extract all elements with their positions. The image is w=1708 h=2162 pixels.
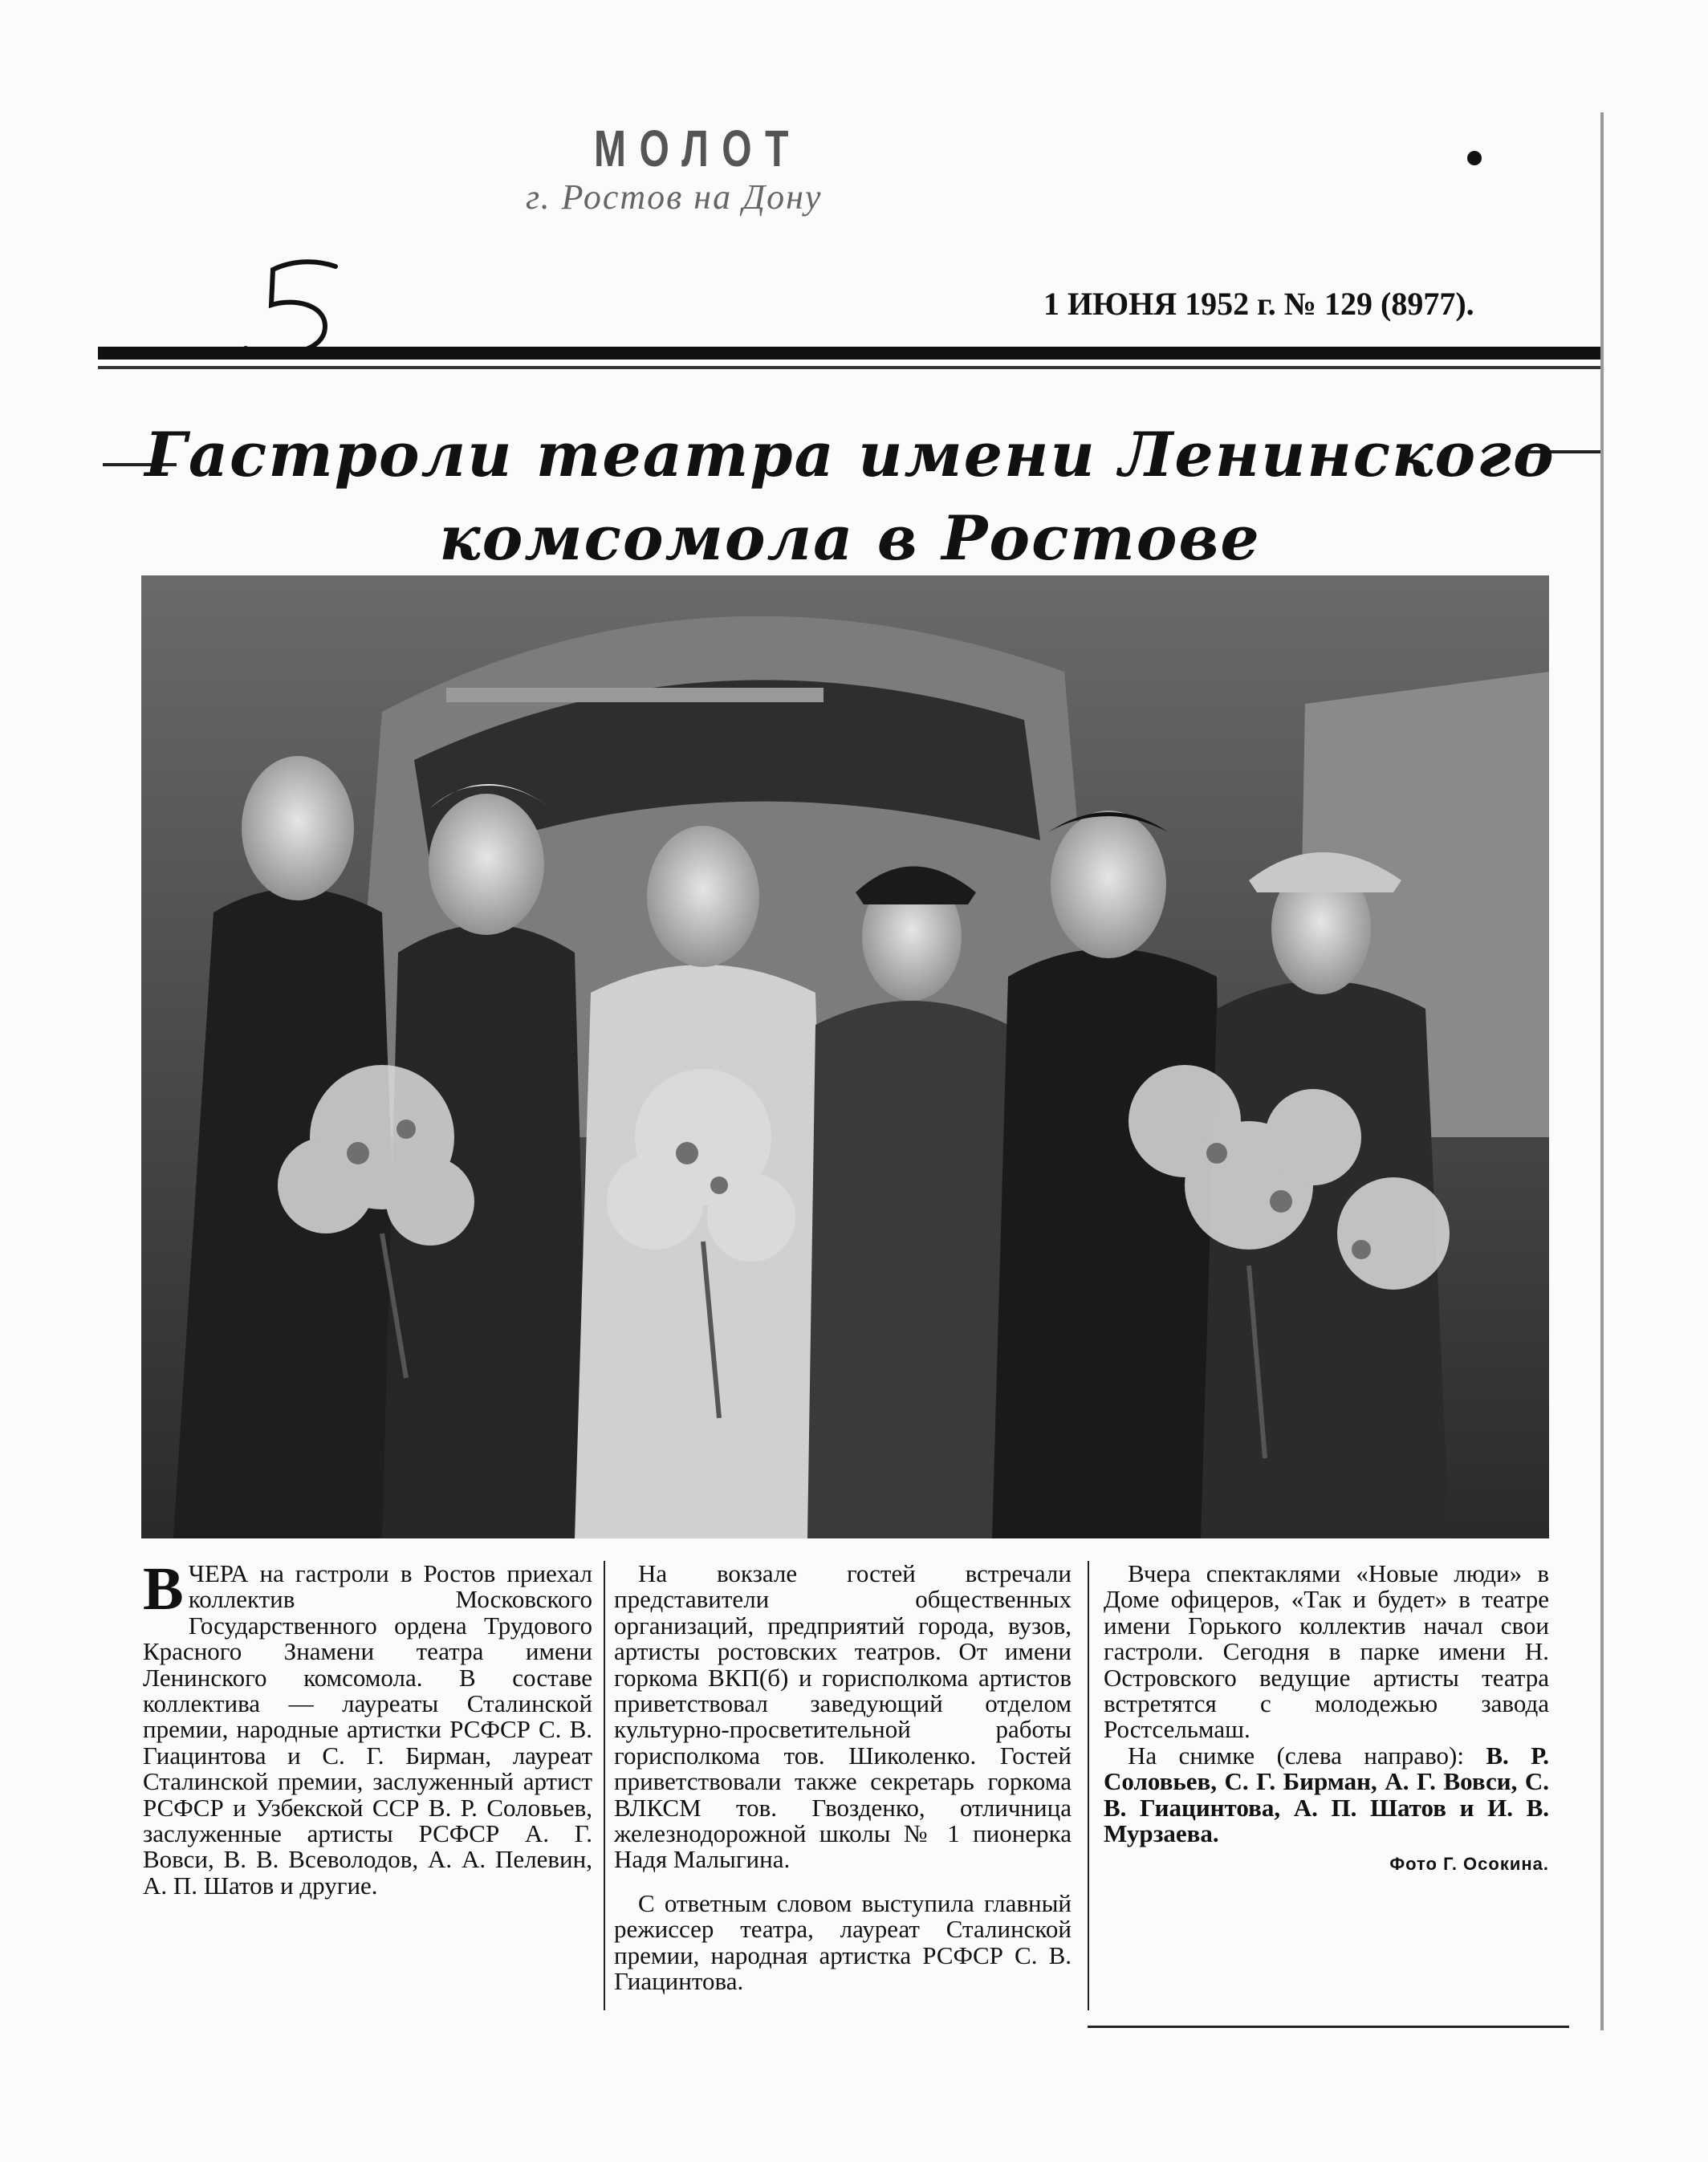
photo-credit: Фото Г. Осокина. bbox=[1389, 1854, 1549, 1875]
article-paragraph bbox=[143, 1555, 592, 1900]
article-paragraph: Вчера спектаклями «Новые люди» в Доме офицеров, «Так и будет» в театре имени Горького коллектив начал свои гастроли. Сегодня в парке имени Н. Островского ведущие артисты театра встретятся с молодежью завода Ростсельмаш. bbox=[1104, 1559, 1549, 1744]
group-photo bbox=[141, 575, 1549, 1538]
article-column-3 bbox=[1104, 1561, 1549, 1878]
header-rule-thin bbox=[98, 366, 1602, 369]
page-edge-rule bbox=[1600, 112, 1604, 2030]
article-paragraph: С ответным словом выступила главный режиссер театра, лауреат Сталинской премии, народная артистка РСФСР С. В. Гиацинтова. bbox=[614, 1888, 1072, 1996]
header-rule bbox=[98, 347, 1602, 360]
paragraph-text: ЧЕРА на гастроли в Ростов приехал коллектив Московского Государственного ордена Трудового Красного Знамени театра имени Ленинского комсомола. В составе коллектива — лауреаты Сталинской премии, народные артистки РСФСР С. В. Гиацинтова и С. Г. Бирман, лауреат Сталинской премии, заслуженный артист РСФСР и Узбекской ССР В. Р. Соловьев, заслуженные артисты РСФСР А. Г. Вовси, В. В. Всеволодов, А. А. Пелевин, А. П. Шатов и другие. bbox=[143, 1559, 592, 1900]
article-column-1 bbox=[143, 1555, 592, 1900]
article-column-2 bbox=[614, 1561, 1072, 1995]
stamp-newspaper-title: МОЛОТ bbox=[594, 120, 802, 177]
caption-names: В. Р. Соловьев, С. Г. Бирман, А. Г. Вовси, С. В. Гиацинтова, А. П. Шатов и И. В. Мурзаева. bbox=[1104, 1741, 1550, 1848]
drop-cap: В bbox=[143, 1555, 184, 1623]
article-paragraph: На вокзале гостей встречали представители общественных организаций, предприятий города, вузов, артисты ростовских театров. От имени горкома ВКП(б) и горисполкома артистов приветствовал заведующий отделом культурно-просветительной работы горисполкома тов. Шиколенко. Гостей приветствовали также секретарь горкома ВЛКСМ тов. Гвозденко, отличница железнодорожной школы № 1 пионерка Надя Малыгина. bbox=[614, 1559, 1072, 1874]
issue-dateline: 1 ИЮНЯ 1952 г. № 129 (8977). bbox=[1043, 286, 1474, 322]
headline bbox=[98, 413, 1602, 580]
stamp-city: г. Ростов на Дону bbox=[526, 177, 823, 217]
photo-caption bbox=[1104, 1743, 1549, 1847]
headline-line-1: Гастроли театра имени Ленинского bbox=[144, 419, 1556, 490]
bottom-rule bbox=[1088, 2026, 1569, 2028]
caption-label: На снимке (слева направо): bbox=[1128, 1741, 1464, 1770]
photo-illustration bbox=[141, 575, 1549, 1538]
column-separator bbox=[604, 1561, 605, 2010]
column-separator bbox=[1088, 1561, 1089, 2010]
ink-dot bbox=[1467, 151, 1482, 165]
headline-line-2: комсомола в Ростове bbox=[439, 502, 1261, 574]
